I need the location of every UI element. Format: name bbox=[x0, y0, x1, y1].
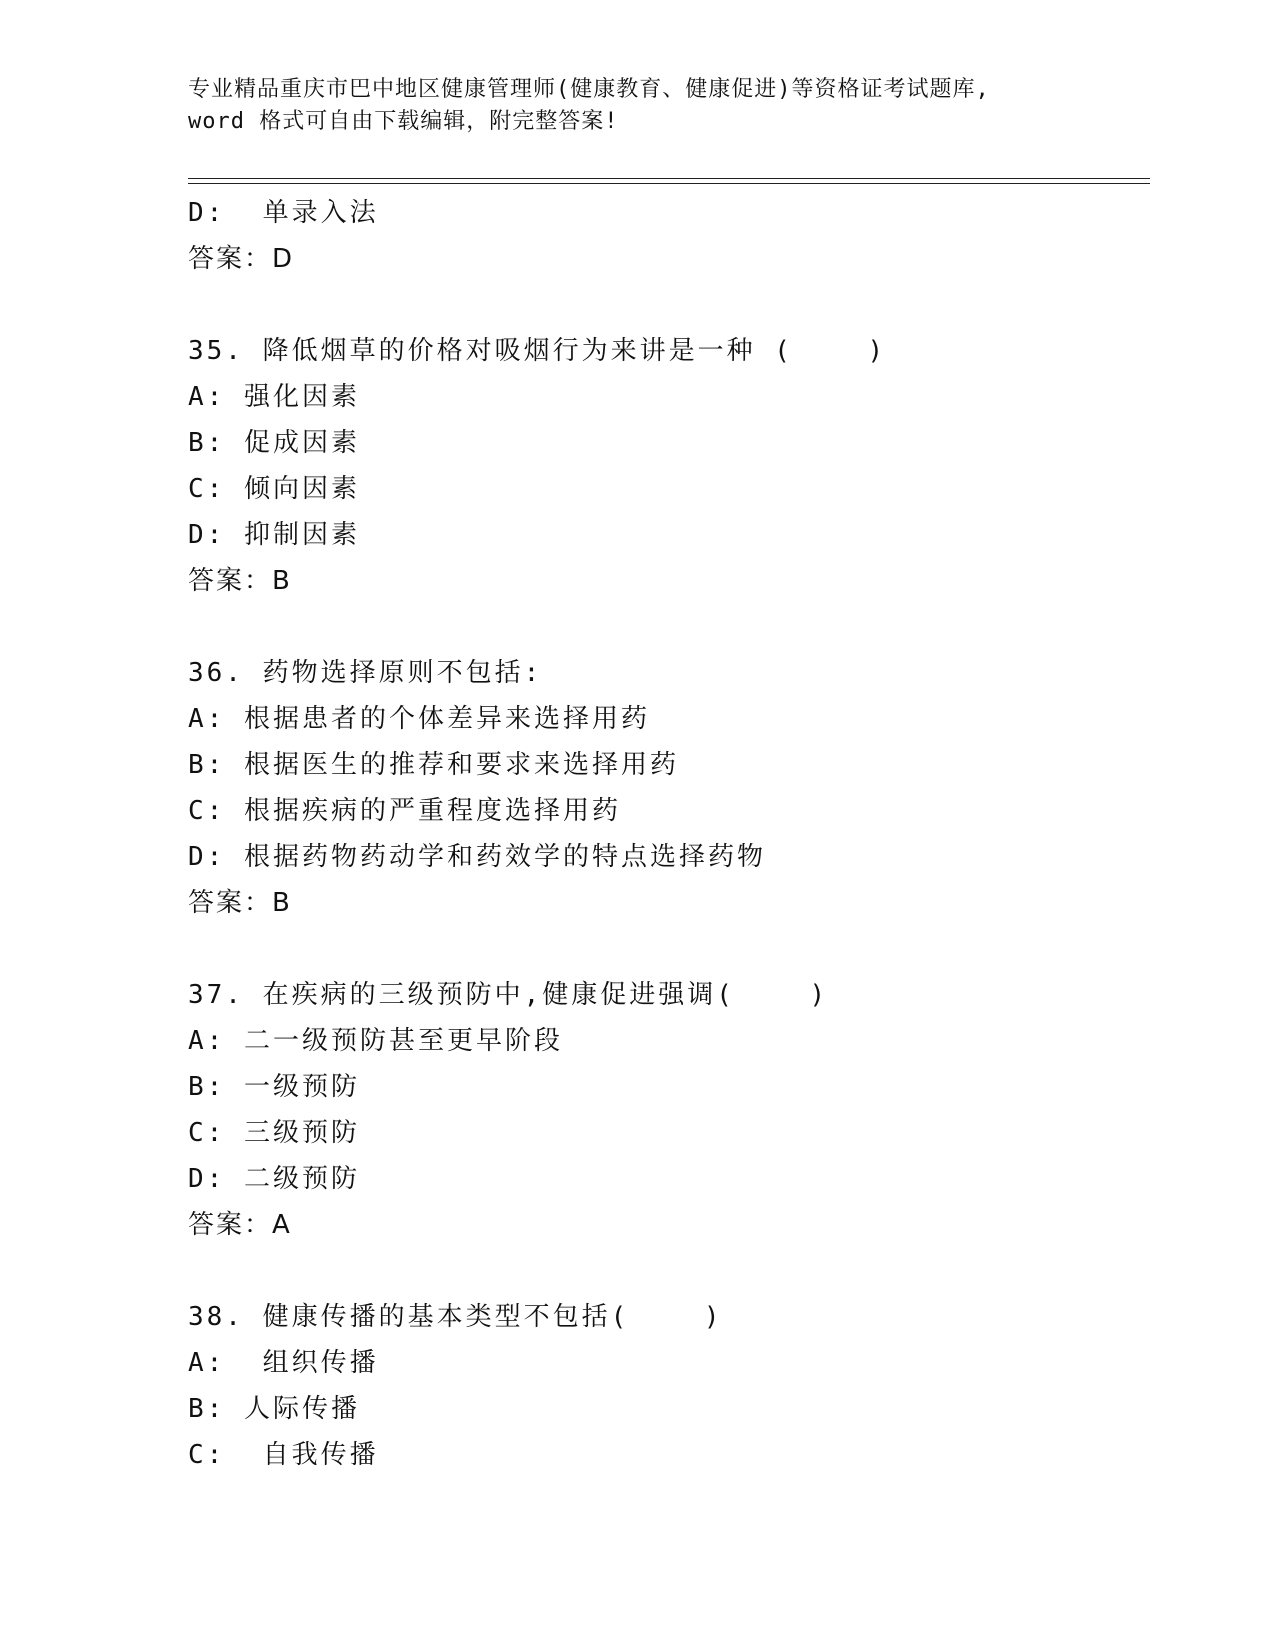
question-36-option-c: C: 根据疾病的严重程度选择用药 bbox=[188, 796, 621, 826]
question-37-stem: 37. 在疾病的三级预防中,健康促进强调( ) bbox=[188, 980, 829, 1010]
question-38-option-b: B: 人际传播 bbox=[188, 1394, 360, 1424]
question-35-answer: 答案：B bbox=[188, 566, 292, 596]
question-36-answer: 答案：B bbox=[188, 888, 292, 918]
spacer bbox=[188, 604, 1148, 650]
spacer bbox=[188, 926, 1148, 972]
question-37-option-c: C: 三级预防 bbox=[188, 1118, 360, 1148]
question-35-stem: 35. 降低烟草的价格对吸烟行为来讲是一种 ( ) bbox=[188, 336, 887, 366]
spacer bbox=[188, 1248, 1148, 1294]
option-d: D: 单录入法 bbox=[188, 198, 379, 228]
question-36-stem: 36. 药物选择原则不包括: bbox=[188, 658, 543, 688]
question-38-stem: 38. 健康传播的基本类型不包括( ) bbox=[188, 1302, 723, 1332]
question-36-option-d: D: 根据药物药动学和药效学的特点选择药物 bbox=[188, 842, 766, 872]
question-35-option-b: B: 促成因素 bbox=[188, 428, 360, 458]
header-line-1: 专业精品重庆市巴中地区健康管理师(健康教育、健康促进)等资格证考试题库, bbox=[188, 77, 990, 102]
question-35-option-a: A: 强化因素 bbox=[188, 382, 360, 412]
question-36-option-a: A: 根据患者的个体差异来选择用药 bbox=[188, 704, 650, 734]
question-38-option-c: C: 自我传播 bbox=[188, 1440, 379, 1470]
document-header bbox=[188, 74, 1088, 138]
answer-line: 答案：D bbox=[188, 244, 295, 274]
question-35-option-d: D: 抑制因素 bbox=[188, 520, 360, 550]
question-37-answer: 答案：A bbox=[188, 1210, 292, 1240]
question-37-option-b: B: 一级预防 bbox=[188, 1072, 360, 1102]
header-divider-bottom bbox=[188, 183, 1150, 184]
question-38-option-a: A: 组织传播 bbox=[188, 1348, 379, 1378]
question-list bbox=[188, 190, 1148, 1478]
question-35-option-c: C: 倾向因素 bbox=[188, 474, 360, 504]
question-37-option-d: D: 二级预防 bbox=[188, 1164, 360, 1194]
header-line-2: word 格式可自由下载编辑，附完整答案! bbox=[188, 109, 619, 134]
question-37-option-a: A: 二一级预防甚至更早阶段 bbox=[188, 1026, 563, 1056]
header-divider-top bbox=[188, 178, 1150, 179]
question-36-option-b: B: 根据医生的推荐和要求来选择用药 bbox=[188, 750, 679, 780]
spacer bbox=[188, 282, 1148, 328]
